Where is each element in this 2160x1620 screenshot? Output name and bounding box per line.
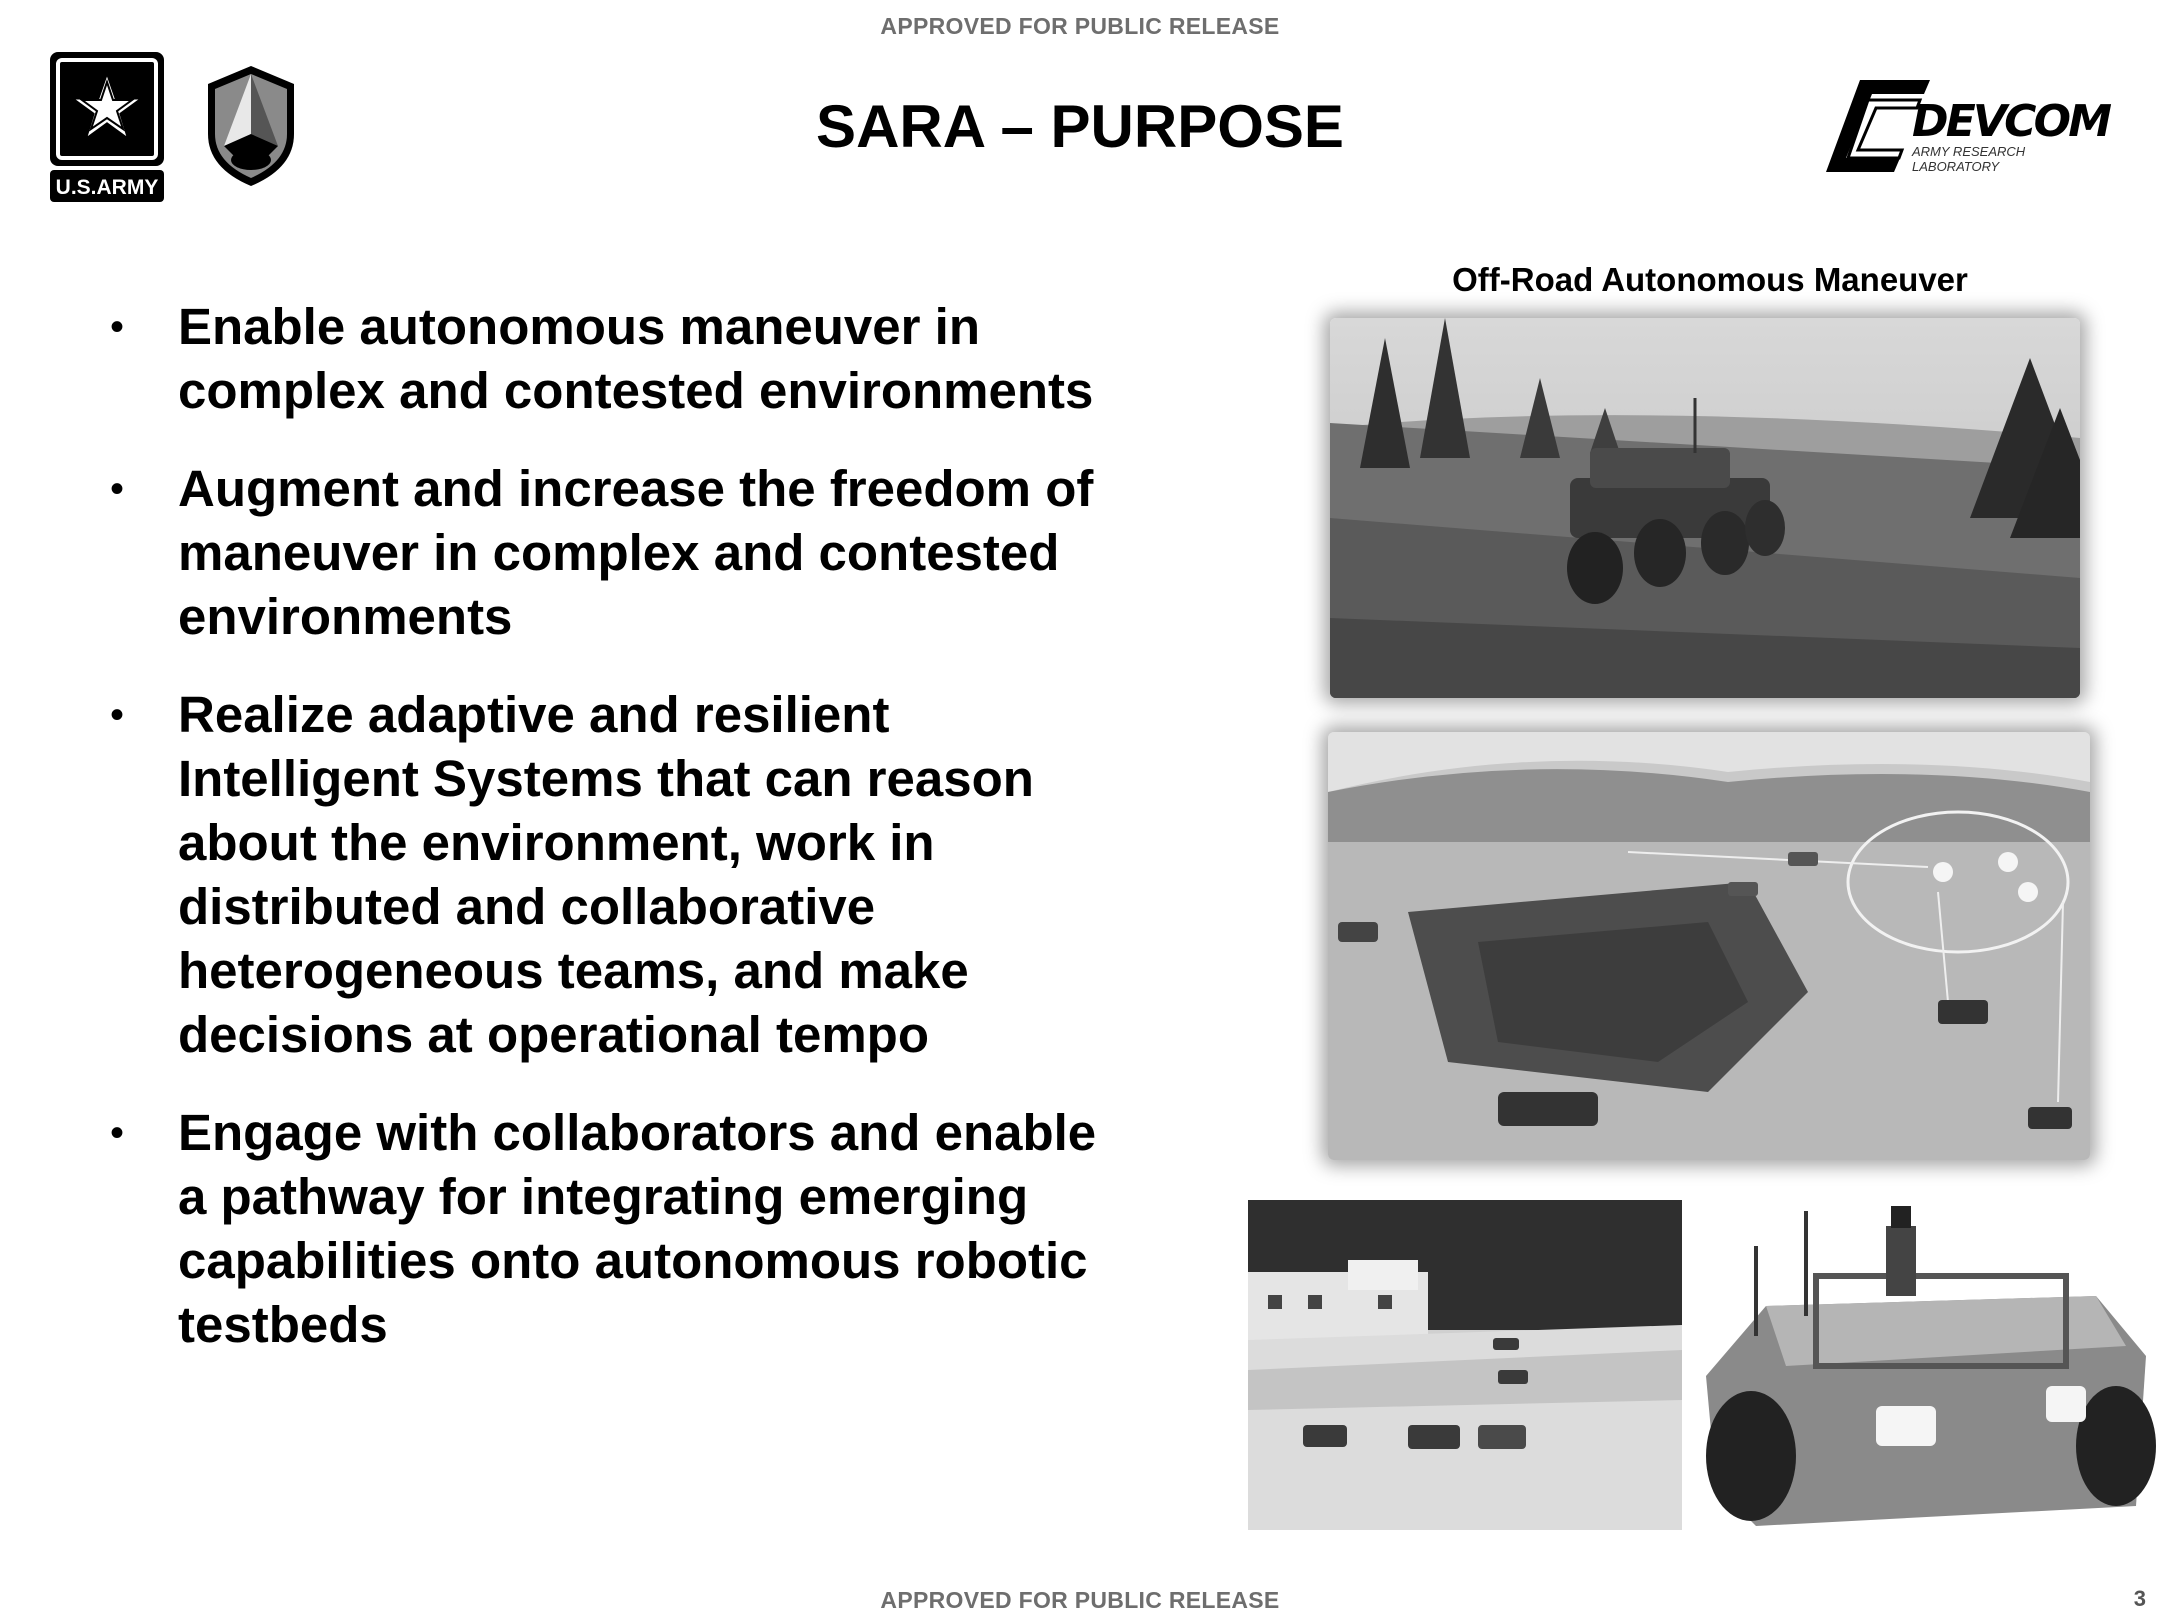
svg-text:U.S.ARMY: U.S.ARMY xyxy=(55,176,159,199)
bullet-line: Augment and increase the freedom of xyxy=(178,460,1094,517)
bullet-line: Enable autonomous maneuver in xyxy=(178,298,980,355)
page-number: 3 xyxy=(2133,1586,2146,1611)
bullet-marker: • xyxy=(110,305,125,349)
image-caption: Off-Road Autonomous Maneuver xyxy=(1452,261,1968,298)
release-banner-top: APPROVED FOR PUBLIC RELEASE xyxy=(880,13,1280,39)
offroad-vehicle-photo xyxy=(1330,318,2080,698)
svg-text:LABORATORY: LABORATORY xyxy=(1912,159,2000,174)
bullet-line: Realize adaptive and resilient xyxy=(178,686,890,743)
purpose-bullet-list xyxy=(110,295,1190,1391)
bullet-line: Intelligent Systems that can reason xyxy=(178,750,1034,807)
bullet-item-4 xyxy=(110,1101,1190,1357)
bullet-item-1 xyxy=(110,295,1190,423)
page-title: SARA – PURPOSE xyxy=(816,93,1344,160)
bullet-marker: • xyxy=(110,1111,125,1155)
release-banner-bottom: APPROVED FOR PUBLIC RELEASE xyxy=(880,1587,1280,1613)
bullet-line: complex and contested environments xyxy=(178,362,1094,419)
svg-text:DEVCOM: DEVCOM xyxy=(1912,96,2112,147)
bullet-marker: • xyxy=(110,693,125,737)
bullet-item-3 xyxy=(110,683,1190,1067)
bullet-line: distributed and collaborative xyxy=(178,878,876,935)
bullet-line: about the environment, work in xyxy=(178,814,935,871)
bullet-line: maneuver in complex and contested xyxy=(178,524,1060,581)
bullet-marker: • xyxy=(110,467,125,511)
bullet-line: heterogeneous teams, and make xyxy=(178,942,969,999)
bullet-line: environments xyxy=(178,588,513,645)
bullet-item-2 xyxy=(110,457,1190,649)
svg-text:ARMY RESEARCH: ARMY RESEARCH xyxy=(1912,144,2026,159)
bullet-line: a pathway for integrating emerging xyxy=(178,1168,1029,1225)
bullet-line: Engage with collaborators and enable xyxy=(178,1104,1097,1161)
test-field-robots-photo xyxy=(1248,1200,1682,1530)
bullet-line: capabilities onto autonomous robotic xyxy=(178,1232,1088,1289)
bullet-line: decisions at operational tempo xyxy=(178,1006,929,1063)
robotic-testbed-photo xyxy=(1696,1206,2160,1530)
bullet-line: testbeds xyxy=(178,1296,388,1353)
collaborative-teams-photo xyxy=(1328,732,2090,1160)
